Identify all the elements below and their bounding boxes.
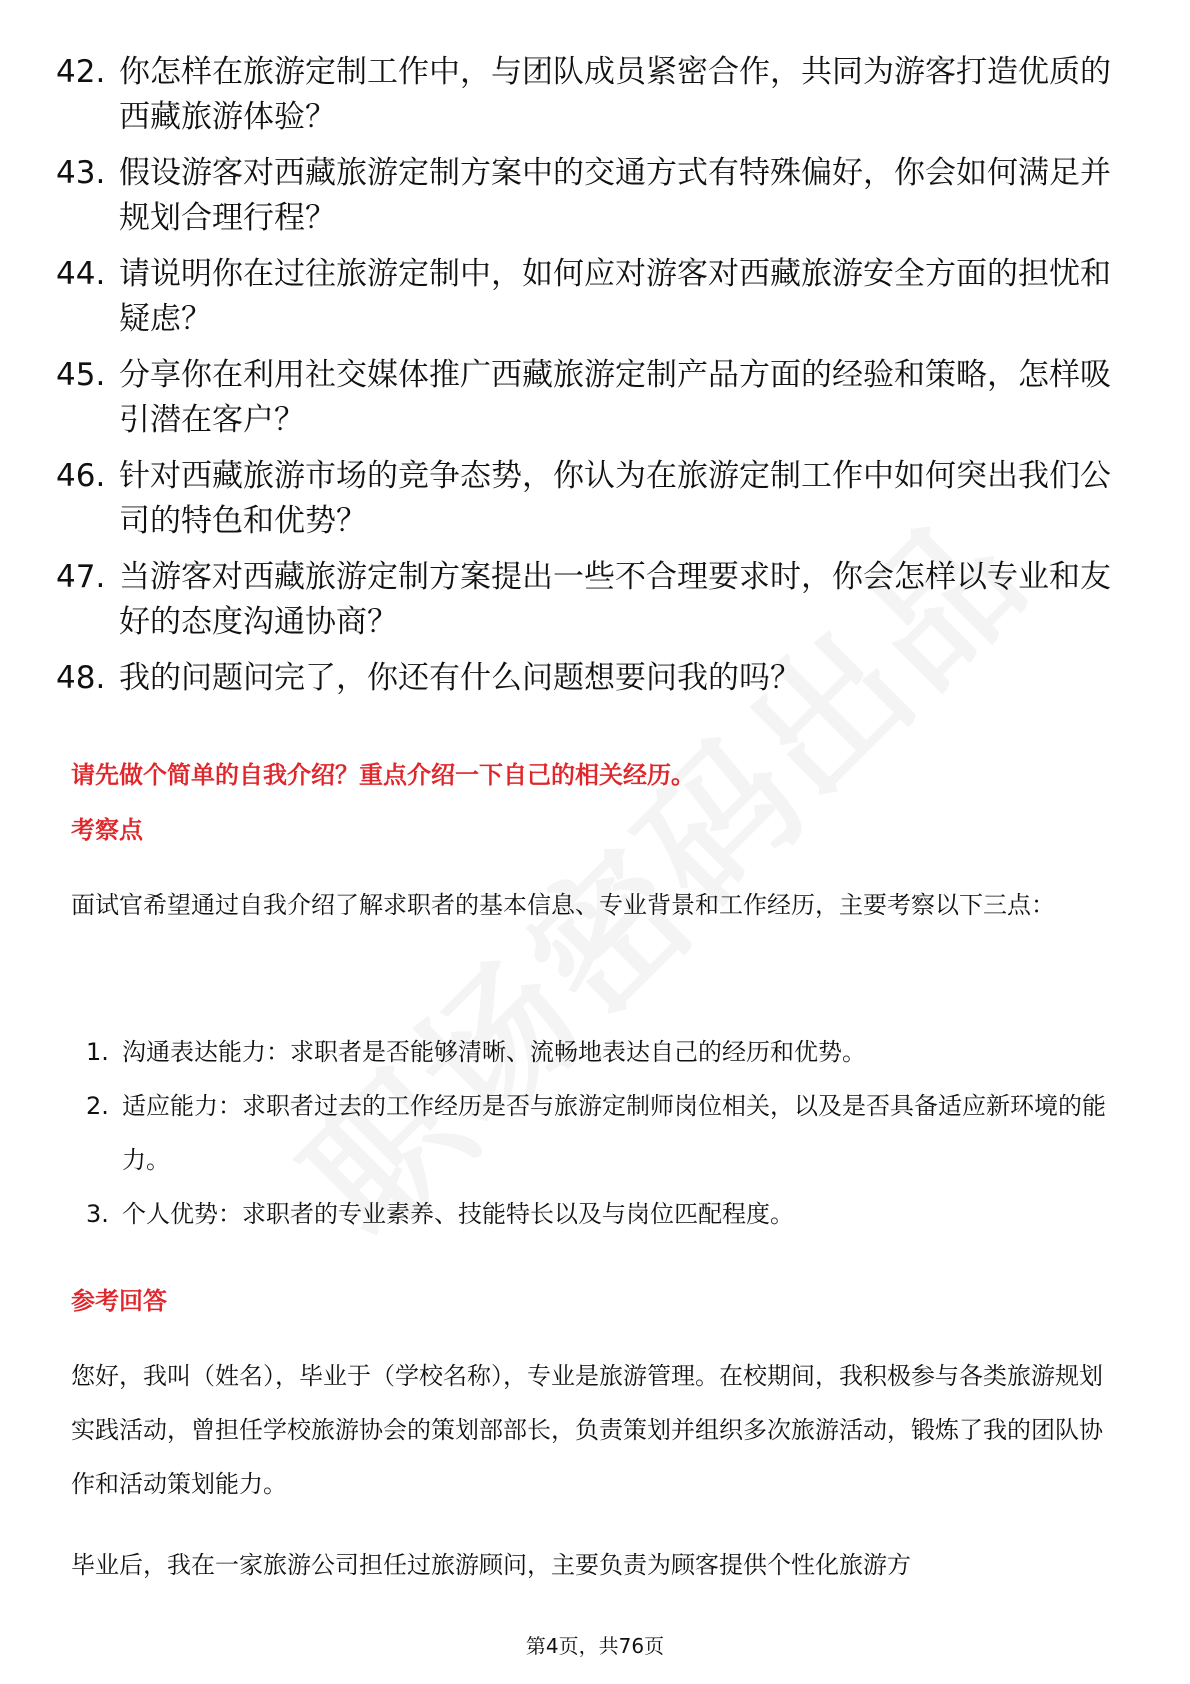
focus-point-item <box>86 1079 1126 1187</box>
question-text: 针对西藏旅游市场的竞争态势，你认为在旅游定制工作中如何突出我们公司的特色和优势？ <box>119 458 1111 539</box>
question-number: 42. <box>56 54 106 90</box>
focus-point-number: 2. <box>86 1092 109 1120</box>
question-item <box>56 151 1116 241</box>
question-text: 请说明你在过往旅游定制中，如何应对游客对西藏旅游安全方面的担忧和疑虑？ <box>119 256 1111 337</box>
answer-heading: 参考回答 <box>71 1287 167 1315</box>
question-number: 43. <box>56 155 106 191</box>
question-number: 44. <box>56 256 106 292</box>
page-footer: 第4页，共76页 <box>525 1634 665 1658</box>
focus-point-number: 3. <box>86 1200 109 1228</box>
question-number: 47. <box>56 559 106 595</box>
focus-point-text: 个人优势：求职者的专业素养、技能特长以及与岗位匹配程度。 <box>122 1200 794 1228</box>
question-list <box>56 50 1116 712</box>
question-item <box>56 50 1116 140</box>
question-number: 48. <box>56 660 106 696</box>
question-text: 假设游客对西藏旅游定制方案中的交通方式有特殊偏好，你会如何满足并规划合理行程？ <box>119 155 1111 236</box>
question-item <box>56 252 1116 342</box>
focus-point-item <box>86 1187 1126 1241</box>
question-text: 我的问题问完了，你还有什么问题想要问我的吗？ <box>119 660 801 696</box>
answer-paragraph: 您好，我叫（姓名），毕业于（学校名称），专业是旅游管理。在校期间，我积极参与各类旅游规划实践活动，曾担任学校旅游协会的策划部部长，负责策划并组织多次旅游活动，锻炼了我的团队协作和活动策划能力。 <box>71 1362 1103 1498</box>
focus-point-item <box>86 1025 1126 1079</box>
question-item <box>56 656 1116 701</box>
question-number: 45. <box>56 357 106 393</box>
question-text: 分享你在利用社交媒体推广西藏旅游定制产品方面的经验和策略，怎样吸引潜在客户？ <box>119 357 1111 438</box>
question-text: 你怎样在旅游定制工作中，与团队成员紧密合作，共同为游客打造优质的西藏旅游体验？ <box>119 54 1111 135</box>
focus-point-number: 1. <box>86 1038 109 1066</box>
focus-points-list <box>86 1025 1126 1241</box>
intro-question-heading: 请先做个简单的自我介绍？重点介绍一下自己的相关经历。 <box>71 761 695 789</box>
focus-heading: 考察点 <box>71 816 143 844</box>
question-item <box>56 555 1116 645</box>
focus-paragraph: 面试官希望通过自我介绍了解求职者的基本信息、专业背景和工作经历，主要考察以下三点： <box>71 891 1055 919</box>
focus-point-text: 适应能力：求职者过去的工作经历是否与旅游定制师岗位相关，以及是否具备适应新环境的能力。 <box>122 1092 1106 1174</box>
question-number: 46. <box>56 458 106 494</box>
question-item <box>56 454 1116 544</box>
focus-point-text: 沟通表达能力：求职者是否能够清晰、流畅地表达自己的经历和优势。 <box>122 1038 866 1066</box>
answer-paragraph: 毕业后，我在一家旅游公司担任过旅游顾问，主要负责为顾客提供个性化旅游方 <box>71 1551 911 1579</box>
question-text: 当游客对西藏旅游定制方案提出一些不合理要求时，你会怎样以专业和友好的态度沟通协商？ <box>119 559 1111 640</box>
question-item <box>56 353 1116 443</box>
